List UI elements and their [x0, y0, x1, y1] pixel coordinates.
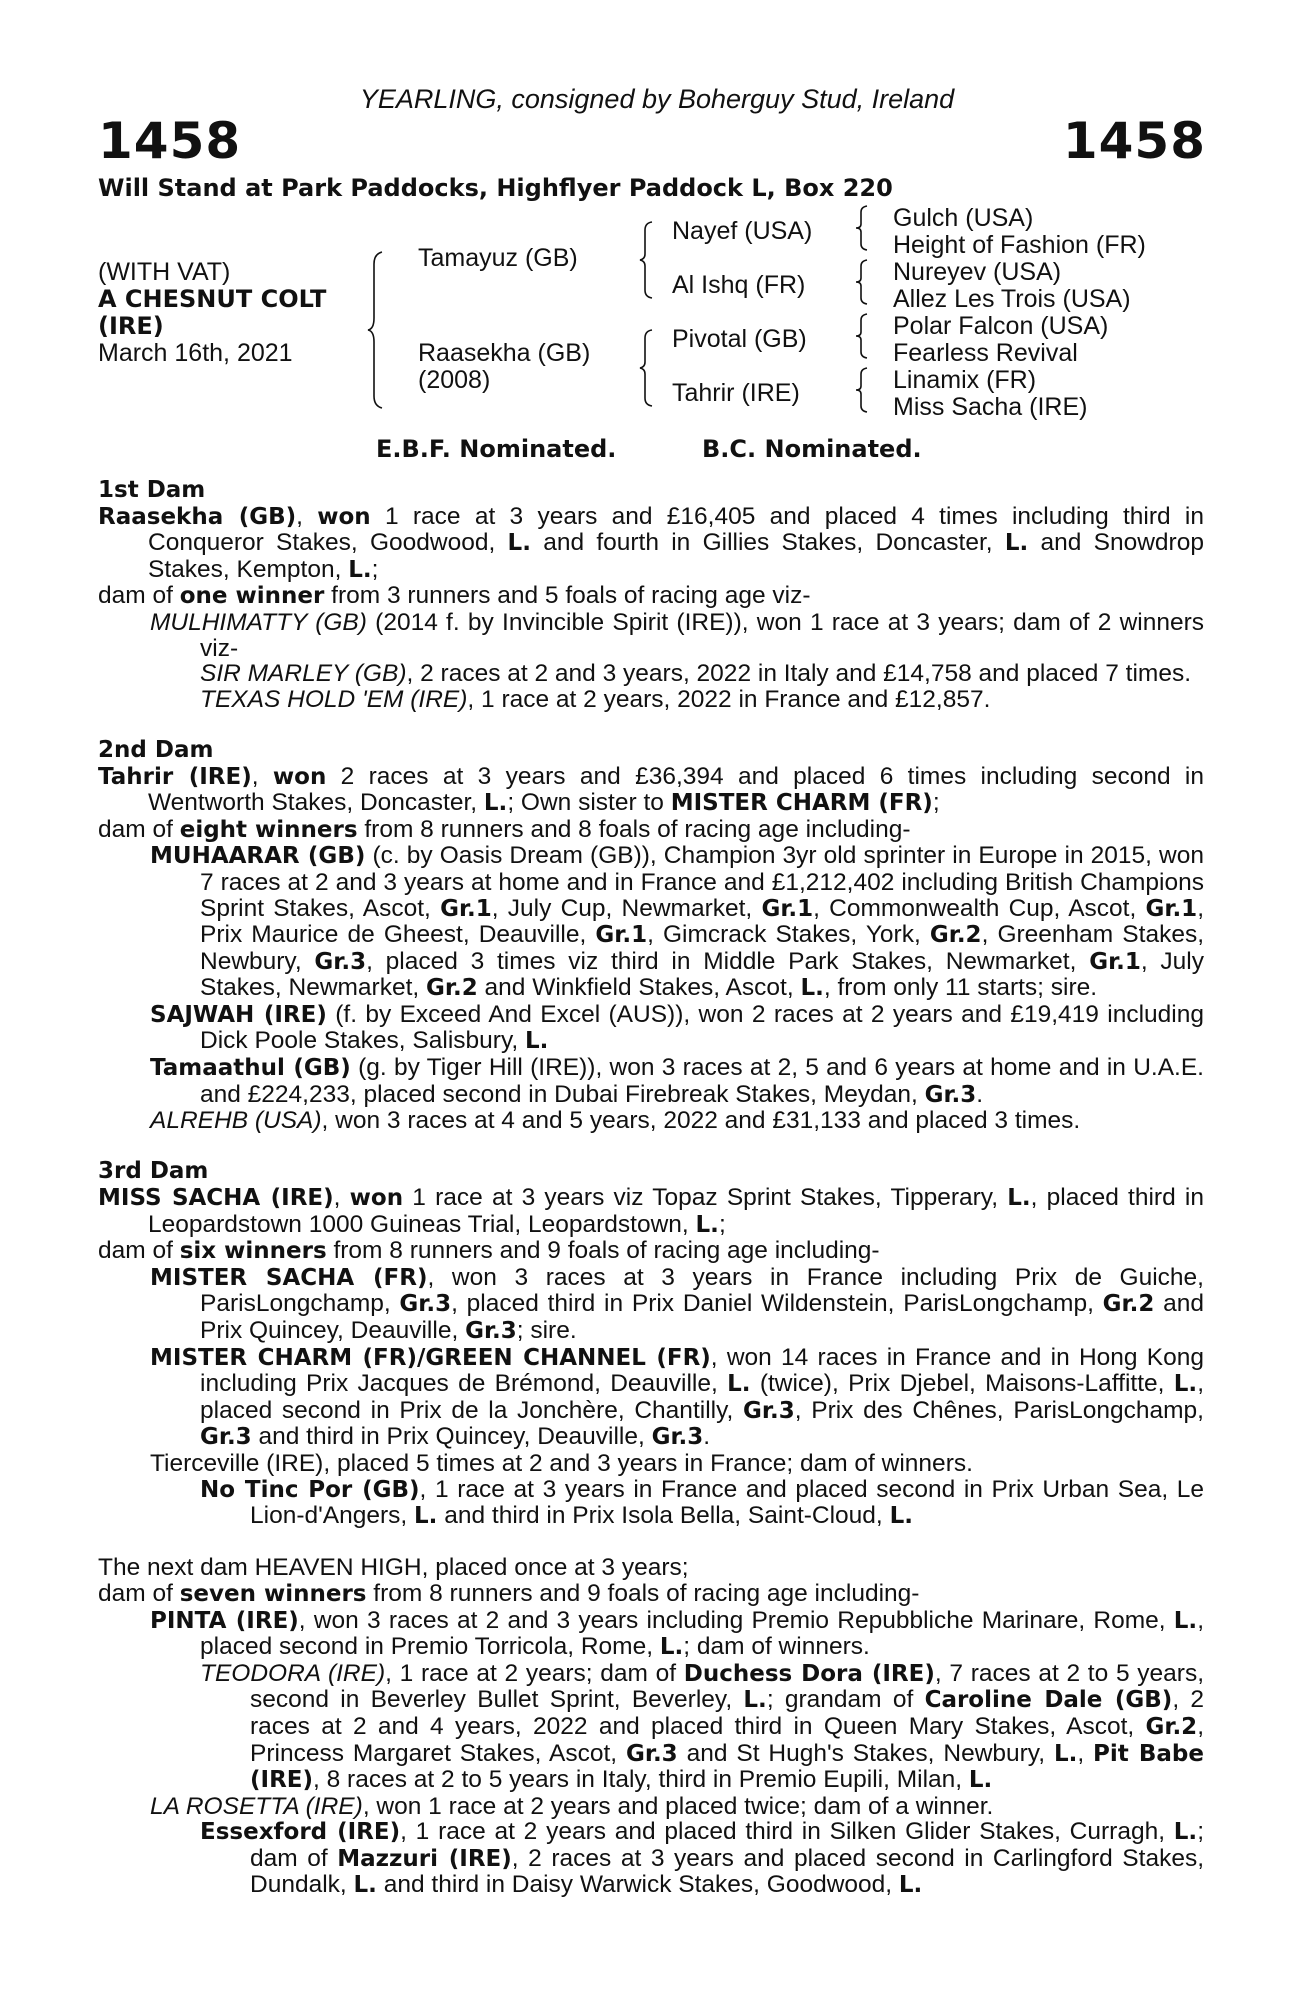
vat-note: (WITH VAT): [98, 258, 231, 286]
progeny-entry: PINTA (IRE), won 3 races at 2 and 3 years including Premio Repubbliche Marinare, Rome, L., placed second in Premio Torricola, Rome, L.; dam of winners.: [150, 1606, 1204, 1661]
first-dam-record: Raasekha (GB), won 1 race at 3 years and £16,405 and placed 4 times including third in Conqueror Stakes, Goodwood, L. and fourth in Gillies Stakes, Doncaster, L. and Snowdrop Stakes, Kempton, L.;: [98, 502, 1204, 583]
ancestor-polar-falcon: Polar Falcon (USA): [893, 312, 1109, 340]
bc-nomination: B.C. Nominated.: [702, 435, 922, 463]
dam-year: (2008): [418, 366, 491, 394]
consignor-line: YEARLING, consigned by Boherguy Stud, Ireland: [359, 84, 955, 114]
first-dam-produce-summary: dam of one winner from 3 runners and 5 foals of racing age viz-: [98, 582, 811, 610]
sire-name: Tamayuz (GB): [418, 244, 578, 272]
brace-main: [368, 250, 388, 410]
progeny-entry: Tamaathul (GB) (g. by Tiger Hill (IRE)), won 3 races at 2, 5 and 6 years at home and in U.A.E. and £224,233, placed second in Dubai Firebreak Stakes, Meydan, Gr.3.: [150, 1054, 1204, 1108]
dam-dam-name: Tahrir (IRE): [672, 379, 800, 407]
brace-g3: [856, 312, 870, 360]
lot-name: A CHESNUT COLT: [98, 285, 327, 313]
sire-sire-name: Nayef (USA): [672, 217, 813, 245]
lot-name-country: (IRE): [98, 312, 164, 340]
progeny-entry: MISTER CHARM (FR)/GREEN CHANNEL (FR), won 14 races in France and in Hong Kong including Prix Jacques de Brémond, Deauville, L. (twice), Prix Djebel, Maisons-Laffitte, L., placed second in Prix de la Jonchère, Chantilly, Gr.3, Prix des Chênes, ParisLongchamp, Gr.3 and third in Prix Quincey, Deauville, Gr.3.: [150, 1343, 1204, 1451]
progeny-entry: TEODORA (IRE), 1 race at 2 years; dam of Duchess Dora (IRE), 7 races at 2 to 5 years, second in Beverley Bullet Sprint, Beverley, L.; grandam of Caroline Dale (GB), 2 races at 2 and 4 years, 2022 and placed third in Queen Mary Stakes, Ascot, Gr.2, Princess Margaret Stakes, Ascot, Gr.3 and St Hugh's Stakes, Newbury, L., Pit Babe (IRE), 8 races at 2 to 5 years in Italy, third in Premio Eupili, Milan, L.: [200, 1659, 1205, 1794]
dam-sire-name: Pivotal (GB): [672, 325, 807, 353]
lot-number-right: 1458: [1062, 112, 1206, 170]
ancestor-miss-sacha: Miss Sacha (IRE): [893, 393, 1088, 421]
sire-dam-name: Al Ishq (FR): [672, 271, 806, 299]
ancestor-allez-les-trois: Allez Les Trois (USA): [893, 285, 1131, 313]
next-dam-produce-summary: dam of seven winners from 8 runners and 9 foals of racing age including-: [98, 1579, 920, 1607]
ancestor-gulch: Gulch (USA): [893, 204, 1034, 232]
third-dam-heading: 3rd Dam: [98, 1158, 209, 1185]
dam-name: Raasekha (GB): [418, 339, 591, 367]
stand-location: Will Stand at Park Paddocks, Highflyer Paddock L, Box 220: [98, 174, 893, 202]
ancestor-fearless-revival: Fearless Revival: [893, 339, 1078, 367]
next-dam-record: The next dam HEAVEN HIGH, placed once at 3 years;: [98, 1554, 689, 1582]
ebf-nomination: E.B.F. Nominated.: [376, 435, 617, 463]
progeny-entry: ALREHB (USA), won 3 races at 4 and 5 years, 2022 and £31,133 and placed 3 times.: [150, 1107, 1081, 1135]
progeny-entry: No Tinc Por (GB), 1 race at 3 years in France and placed second in Prix Urban Sea, Le Lion-d'Angers, L. and third in Prix Isola Bella, Saint-Cloud, L.: [200, 1475, 1205, 1530]
progeny-entry: SAJWAH (IRE) (f. by Exceed And Excel (AUS)), won 2 races at 2 years and £19,419 including Dick Poole Stakes, Salisbury, L.: [150, 1000, 1204, 1055]
progeny-entry: LA ROSETTA (IRE), won 1 race at 2 years and placed twice; dam of a winner.: [150, 1792, 994, 1820]
progeny-entry: MUHAARAR (GB) (c. by Oasis Dream (GB)), Champion 3yr old sprinter in Europe in 2015, won 7 races at 2 and 3 years at home and in France and £1,212,402 including British Champions Sprint Stakes, Ascot, Gr.1, July Cup, Newmarket, Gr.1, Commonwealth Cup, Ascot, Gr.1, Prix Maurice de Gheest, Deauville, Gr.1, Gimcrack Stakes, York, Gr.2, Greenham Stakes, Newbury, Gr.3, placed 3 times viz third in Middle Park Stakes, Newmarket, Gr.1, July Stakes, Newmarket, Gr.2 and Winkfield Stakes, Ascot, L., from only 11 starts; sire.: [150, 842, 1205, 1002]
progeny-entry: Tierceville (IRE), placed 5 times at 2 and 3 years in France; dam of winners.: [150, 1449, 973, 1477]
third-dam-record: MISS SACHA (IRE), won 1 race at 3 years viz Topaz Sprint Stakes, Tipperary, L., placed third in Leopardstown 1000 Guineas Trial, Leopardstown, L.;: [98, 1184, 1204, 1238]
progeny-entry: TEXAS HOLD 'EM (IRE), 1 race at 2 years, 2022 in France and £12,857.: [200, 685, 991, 713]
second-dam-record: Tahrir (IRE), won 2 races at 3 years and £36,394 and placed 6 times including second in Wentworth Stakes, Doncaster, L.; Own sister to MISTER CHARM (FR);: [98, 762, 1204, 817]
ancestor-height-of-fashion: Height of Fashion (FR): [893, 231, 1146, 259]
ancestor-nureyev: Nureyev (USA): [893, 258, 1062, 286]
third-dam-produce-summary: dam of six winners from 8 runners and 9 foals of racing age including-: [98, 1237, 880, 1265]
brace-g1: [856, 204, 870, 252]
progeny-entry: MISTER SACHA (FR), won 3 races at 3 years in France including Prix de Guiche, ParisLongchamp, Gr.3, placed third in Prix Daniel Wildenstein, ParisLongchamp, Gr.2 and Prix Quincey, Deauville, Gr.3; sire.: [150, 1263, 1204, 1344]
brace-dam: [640, 328, 656, 408]
brace-sire: [640, 220, 656, 300]
ancestor-linamix: Linamix (FR): [893, 366, 1037, 394]
foaling-date: March 16th, 2021: [98, 339, 293, 367]
progeny-entry: SIR MARLEY (GB), 2 races at 2 and 3 years, 2022 in Italy and £14,758 and placed 7 times.: [200, 660, 1191, 688]
second-dam-heading: 2nd Dam: [98, 736, 214, 763]
progeny-entry: MULHIMATTY (GB) (2014 f. by Invincible Spirit (IRE)), won 1 race at 3 years; dam of 2 winners viz-: [150, 608, 1204, 662]
lot-number-left: 1458: [98, 112, 242, 170]
second-dam-produce-summary: dam of eight winners from 8 runners and 8 foals of racing age including-: [98, 815, 911, 843]
dam-family-notes: [98, 478, 1204, 1899]
first-dam-heading: 1st Dam: [98, 477, 206, 503]
brace-g2: [856, 258, 870, 306]
progeny-entry: Essexford (IRE), 1 race at 2 years and placed third in Silken Glider Stakes, Curragh, L.; dam of Mazzuri (IRE), 2 races at 3 years and placed second in Carlingford Stakes, Dundalk, L. and third in Daisy Warwick Stakes, Goodwood, L.: [200, 1818, 1205, 1899]
brace-g4: [856, 366, 870, 414]
